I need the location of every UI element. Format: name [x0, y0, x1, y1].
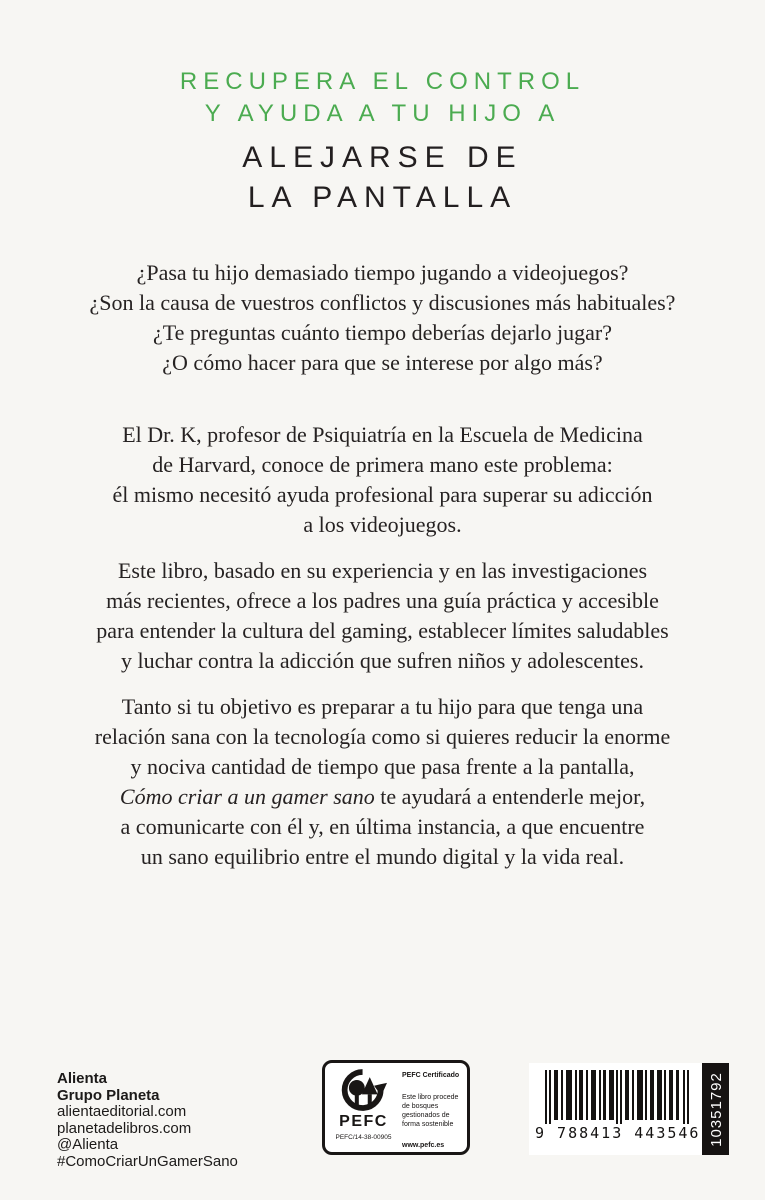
text-line-with-title: [38, 782, 728, 812]
publisher-website-2: planetadelibros.com: [57, 1119, 192, 1137]
barcode-main: [529, 1063, 702, 1155]
pefc-cert-code: PEFC/14-38-00905: [335, 1134, 392, 1141]
publisher-social-handle: @Alienta: [57, 1136, 119, 1153]
text-line: un sano equilibrio entre el mundo digital y la vida real.: [140, 844, 625, 869]
text-line: y nociva cantidad de tiempo que pasa frente a la pantalla,: [130, 754, 635, 779]
text-line: Tanto si tu objetivo es preparar a tu hijo para que tenga una: [121, 694, 644, 719]
headline: [0, 0, 765, 218]
barcode-bars-icon: [545, 1070, 691, 1124]
text-line: para entender la cultura del gaming, establecer límites saludables: [96, 618, 669, 643]
paragraph-about-book: [38, 556, 728, 676]
publisher-hashtag: #ComoCriarUnGamerSano: [57, 1152, 238, 1170]
text-line: él mismo necesitó ayuda profesional para superar su adicción: [112, 482, 653, 507]
pefc-trees-icon: [341, 1068, 387, 1112]
headline-dark-block: [0, 138, 765, 218]
headline-dark-line-1: ALEJARSE DE: [242, 141, 523, 174]
pefc-description: Este libro procede de bosques gestionados de forma sostenible: [402, 1094, 459, 1128]
barcode-ean-number: 9 788413 443546: [535, 1124, 701, 1142]
text-line: relación sana con la tecnología como si quieres reducir la enorme: [94, 724, 671, 749]
paragraph-about-author: [38, 420, 728, 540]
text-line: ¿Te preguntas cuánto tiempo deberías dejarlo jugar?: [152, 320, 613, 345]
pefc-logo-column: [332, 1068, 395, 1147]
headline-green-line-2: Y AYUDA A TU HIJO A: [204, 100, 561, 127]
text-line: ¿Pasa tu hijo demasiado tiempo jugando a videojuegos?: [136, 260, 629, 285]
pefc-certification-badge: [322, 1060, 470, 1155]
publisher-block: [57, 1071, 238, 1170]
publisher-name: Alienta: [57, 1070, 108, 1087]
publisher-group: Grupo Planeta: [57, 1086, 160, 1104]
text-line: ¿Son la causa de vuestros conflictos y discusiones más habituales?: [89, 290, 676, 315]
text-line: de Harvard, conoce de primera mano este problema:: [152, 452, 613, 477]
text-line: El Dr. K, profesor de Psiquiatría en la Escuela de Medicina: [122, 422, 643, 447]
pefc-logo-text: PEFC: [339, 1113, 388, 1130]
back-cover-copy: [38, 258, 728, 872]
text-line: Este libro, basado en su experiencia y en las investigaciones: [117, 558, 648, 583]
publisher-website-1: alientaeditorial.com: [57, 1103, 187, 1120]
barcode-side-number: 10351792: [707, 1071, 725, 1147]
pefc-title: PEFC Certificado: [402, 1072, 460, 1079]
barcode-side-strip: [702, 1063, 729, 1155]
text-line: a comunicarte con él y, en última instancia, a que encuentre: [120, 814, 645, 839]
paragraph-closing: [38, 692, 728, 872]
text-line: a los videojuegos.: [303, 512, 462, 537]
pefc-text-column: [395, 1068, 462, 1147]
text-after-title: te ayudará a entenderle mejor,: [374, 784, 646, 809]
text-line: y luchar contra la adicción que sufren niños y adolescentes.: [121, 648, 644, 673]
barcode-label: [529, 1063, 725, 1155]
text-line: más recientes, ofrece a los padres una guía práctica y accesible: [106, 588, 659, 613]
headline-green-line-1: RECUPERA EL CONTROL: [179, 68, 586, 95]
pefc-url: www.pefc.es: [402, 1142, 445, 1149]
footer: [0, 1055, 765, 1175]
text-line: ¿O cómo hacer para que se interese por algo más?: [162, 350, 603, 375]
paragraph-questions: [38, 258, 728, 378]
book-title-italic: Cómo criar a un gamer sano: [119, 784, 375, 809]
headline-dark-line-2: LA PANTALLA: [247, 181, 518, 214]
